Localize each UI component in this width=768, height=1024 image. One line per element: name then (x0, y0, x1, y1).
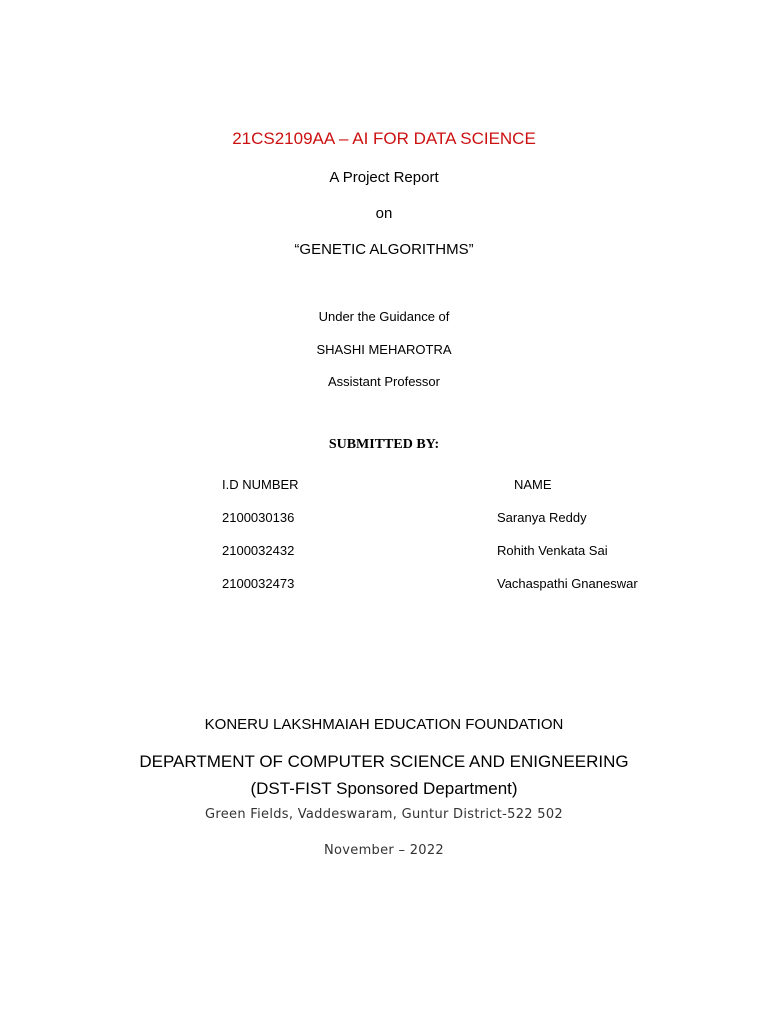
student-id: 2100032473 (222, 576, 295, 591)
report-label: A Project Report (329, 169, 439, 186)
guide-title: Assistant Professor (328, 374, 440, 389)
on-label: on (375, 205, 393, 222)
guidance-label: Under the Guidance of (318, 309, 450, 324)
guide-name: SHASHI MEHAROTRA (316, 342, 452, 357)
course-title: 21CS2109AA – AI FOR DATA SCIENCE (232, 129, 536, 148)
foundation-name: KONERU LAKSHMAIAH EDUCATION FOUNDATION (204, 716, 564, 733)
report-date: November – 2022 (324, 843, 444, 858)
student-name: Rohith Venkata Sai (497, 543, 608, 558)
column-header-name: NAME (514, 477, 552, 492)
column-header-id: I.D NUMBER (222, 477, 299, 492)
submitted-by-heading: SUBMITTED BY: (328, 437, 440, 452)
student-id: 2100030136 (222, 510, 295, 525)
department-name: DEPARTMENT OF COMPUTER SCIENCE AND ENIGNEERING (139, 752, 629, 771)
student-name: Saranya Reddy (497, 510, 587, 525)
sponsored-department: (DST-FIST Sponsored Department) (250, 779, 518, 798)
student-id: 2100032432 (222, 543, 295, 558)
institution-address: Green Fields, Vaddeswaram, Guntur District-522 502 (204, 807, 563, 822)
student-name: Vachaspathi Gnaneswar (497, 576, 638, 591)
project-topic: “GENETIC ALGORITHMS” (294, 241, 474, 258)
